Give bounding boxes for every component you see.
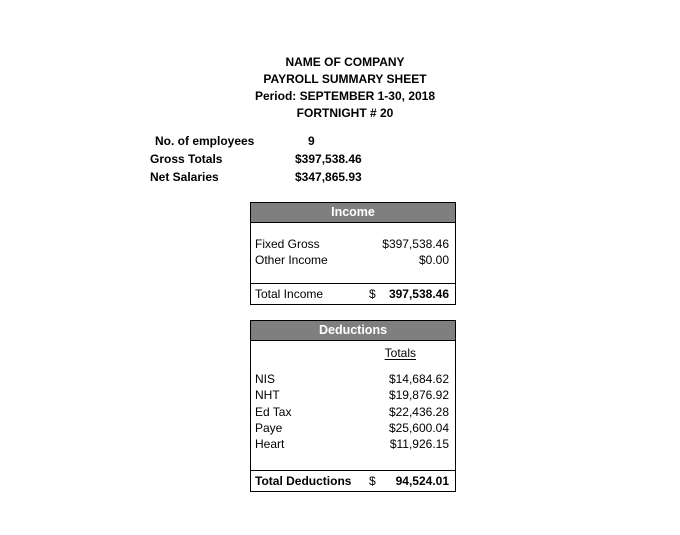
- deduction-row-label: Ed Tax: [255, 404, 292, 419]
- summary-row: [150, 150, 362, 168]
- deduction-row: [251, 387, 455, 403]
- document-header: [5, 54, 680, 122]
- deductions-total-value: 94,524.01: [395, 474, 449, 488]
- gross-totals-label: Gross Totals: [150, 152, 223, 166]
- income-total-currency: $: [369, 287, 376, 301]
- gross-totals-value: $397,538.46: [295, 152, 362, 166]
- deduction-row: [251, 436, 455, 452]
- deduction-row-value: $25,600.04: [388, 420, 449, 435]
- deduction-row-label: Paye: [255, 420, 283, 435]
- deductions-total-row: [251, 470, 455, 491]
- income-table-title: Income: [251, 203, 455, 223]
- net-salaries-label: Net Salaries: [150, 170, 219, 184]
- income-row: [251, 236, 455, 252]
- document-title: PAYROLL SUMMARY SHEET: [263, 72, 427, 86]
- income-table: [250, 202, 456, 305]
- employees-count-label: No. of employees: [155, 134, 255, 148]
- net-salaries-value: $347,865.93: [295, 170, 362, 184]
- deduction-row-label: NHT: [255, 388, 280, 403]
- deductions-table-title: Deductions: [251, 321, 455, 341]
- spacer: [251, 361, 455, 371]
- deductions-table: [250, 320, 456, 492]
- deduction-row: [251, 404, 455, 420]
- deduction-row-label: Heart: [255, 437, 285, 452]
- income-row-label: Fixed Gross: [255, 237, 320, 251]
- income-row: [251, 252, 455, 268]
- deductions-total-label: Total Deductions: [255, 474, 352, 488]
- period-line: Period: SEPTEMBER 1-30, 2018: [254, 89, 436, 103]
- deduction-row-value: $11,926.15: [389, 437, 449, 452]
- summary-row: [150, 132, 362, 150]
- deduction-row: [251, 420, 455, 436]
- company-name: NAME OF COMPANY: [285, 55, 405, 69]
- deduction-row-value: $22,436.28: [388, 404, 449, 419]
- income-row-value: $397,538.46: [382, 237, 449, 251]
- fortnight-line: FORTNIGHT # 20: [296, 106, 394, 120]
- deduction-row-value: $14,684.62: [388, 372, 449, 386]
- income-row-label: Other Income: [255, 253, 328, 268]
- summary-row: [150, 168, 362, 186]
- summary-stats: [150, 132, 362, 186]
- spacer: [251, 223, 455, 236]
- deductions-total-currency: $: [369, 474, 376, 488]
- income-total-row: [251, 283, 455, 304]
- deduction-row: [251, 371, 455, 387]
- income-total-value: 397,538.46: [388, 287, 449, 301]
- deduction-row-value: $19,876.92: [388, 388, 449, 403]
- employees-count-value: 9: [308, 134, 315, 148]
- income-row-value: $0.00: [418, 253, 449, 268]
- income-total-label: Total Income: [255, 287, 324, 301]
- deduction-row-label: NIS: [255, 372, 276, 386]
- totals-column-header: Totals: [384, 346, 416, 360]
